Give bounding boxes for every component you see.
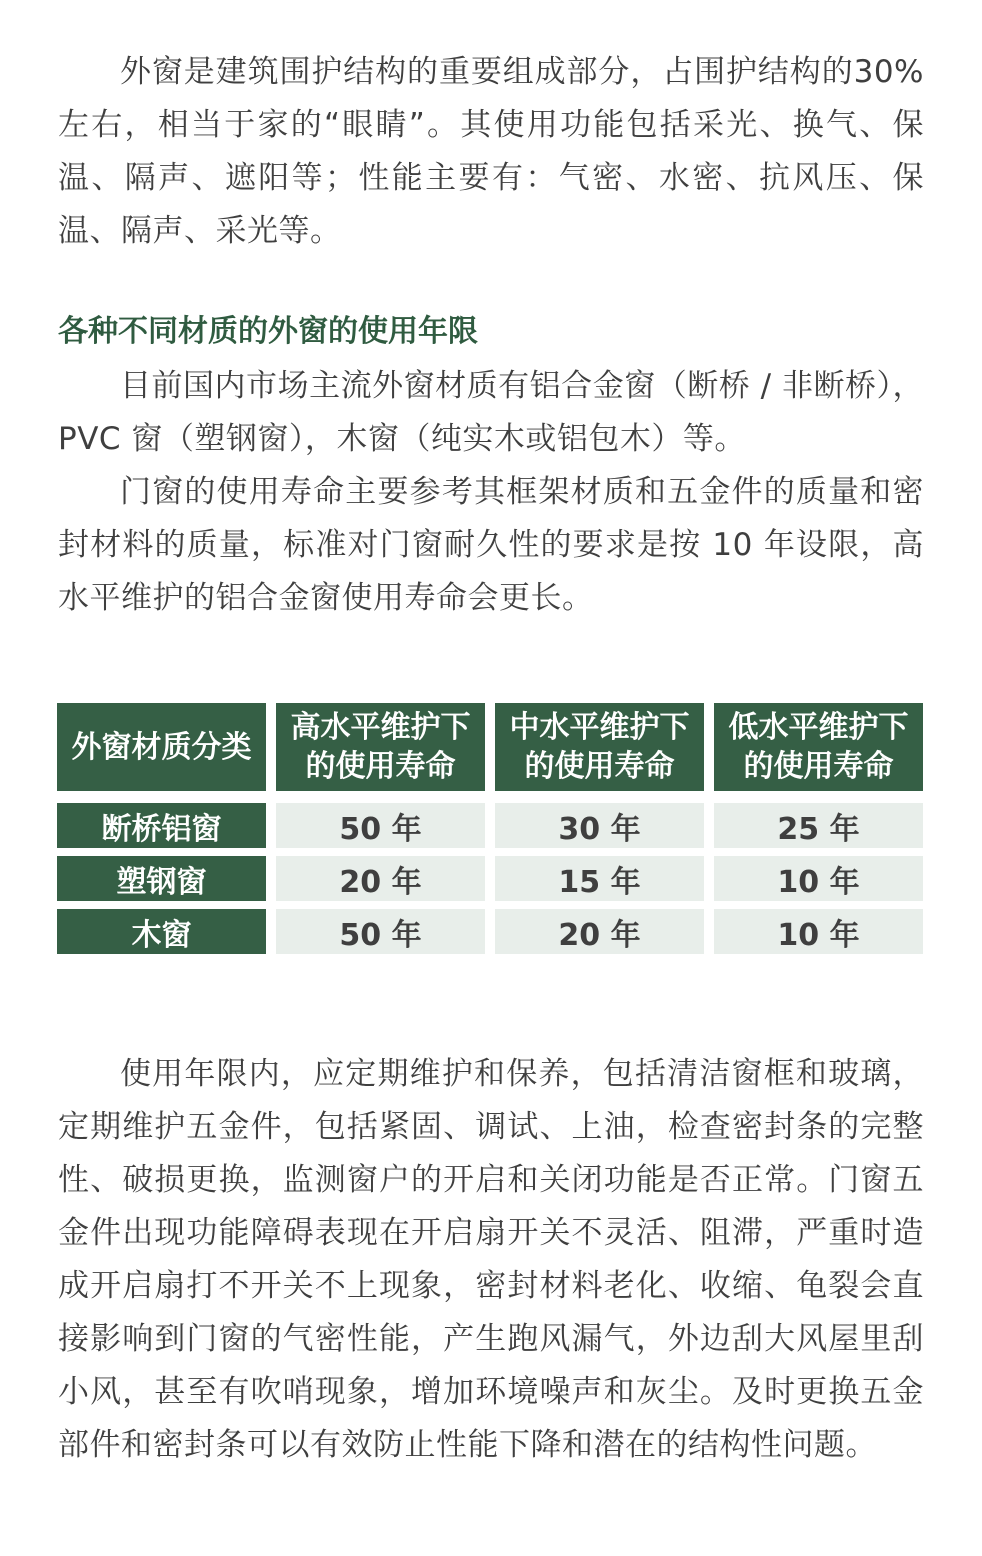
table-header-cell: 外窗材质分类 bbox=[57, 703, 266, 791]
table-value-cell: 20 年 bbox=[495, 909, 704, 954]
table-header-cell: 高水平维护下的使用寿命 bbox=[276, 703, 485, 791]
row-label-cell: 木窗 bbox=[57, 909, 266, 954]
table-header-cell: 低水平维护下的使用寿命 bbox=[714, 703, 923, 791]
materials-paragraph: 目前国内市场主流外窗材质有铝合金窗（断桥 / 非断桥），PVC 窗（塑钢窗），木窗（纯实木或铝包木）等。 bbox=[58, 368, 924, 457]
lifespan-paragraph: 门窗的使用寿命主要参考其框架材质和五金件的质量和密封材料的质量，标准对门窗耐久性的要求是按 10 年设限，高水平维护的铝合金窗使用寿命会更长。 bbox=[58, 474, 924, 616]
table-value-cell: 50 年 bbox=[276, 909, 485, 954]
window-lifespan-table bbox=[57, 703, 923, 962]
table-value-cell: 50 年 bbox=[276, 803, 485, 848]
table-value-cell: 15 年 bbox=[495, 856, 704, 901]
table-row bbox=[57, 803, 923, 848]
section-heading: 各种不同材质的外窗的使用年限 bbox=[58, 314, 478, 349]
table-value-cell: 25 年 bbox=[714, 803, 923, 848]
intro-paragraph: 外窗是建筑围护结构的重要组成部分，占围护结构的30% 左右，相当于家的“眼睛”。其使用功能包括采光、换气、保温、隔声、遮阳等；性能主要有：气密、水密、抗风压、保温、隔声、采光等。 bbox=[58, 54, 924, 249]
table-value-cell: 10 年 bbox=[714, 909, 923, 954]
table-value-cell: 30 年 bbox=[495, 803, 704, 848]
table-row bbox=[57, 909, 923, 954]
row-label-cell: 断桥铝窗 bbox=[57, 803, 266, 848]
table-header-cell: 中水平维护下的使用寿命 bbox=[495, 703, 704, 791]
table-value-cell: 10 年 bbox=[714, 856, 923, 901]
row-label-cell: 塑钢窗 bbox=[57, 856, 266, 901]
table-value-cell: 20 年 bbox=[276, 856, 485, 901]
table-row bbox=[57, 856, 923, 901]
table-header-row bbox=[57, 703, 923, 791]
maintenance-paragraph: 使用年限内，应定期维护和保养，包括清洁窗框和玻璃，定期维护五金件，包括紧固、调试、上油，检查密封条的完整性、破损更换，监测窗户的开启和关闭功能是否正常。门窗五金件出现功能障碍表现在开启扇开关不灵活、阻滞，严重时造成开启扇打不开关不上现象，密封材料老化、收缩、龟裂会直接影响到门窗的气密性能，产生跑风漏气，外边刮大风屋里刮小风，甚至有吹哨现象，增加环境噪声和灰尘。及时更换五金部件和密封条可以有效防止性能下降和潜在的结构性问题。 bbox=[58, 1056, 924, 1463]
